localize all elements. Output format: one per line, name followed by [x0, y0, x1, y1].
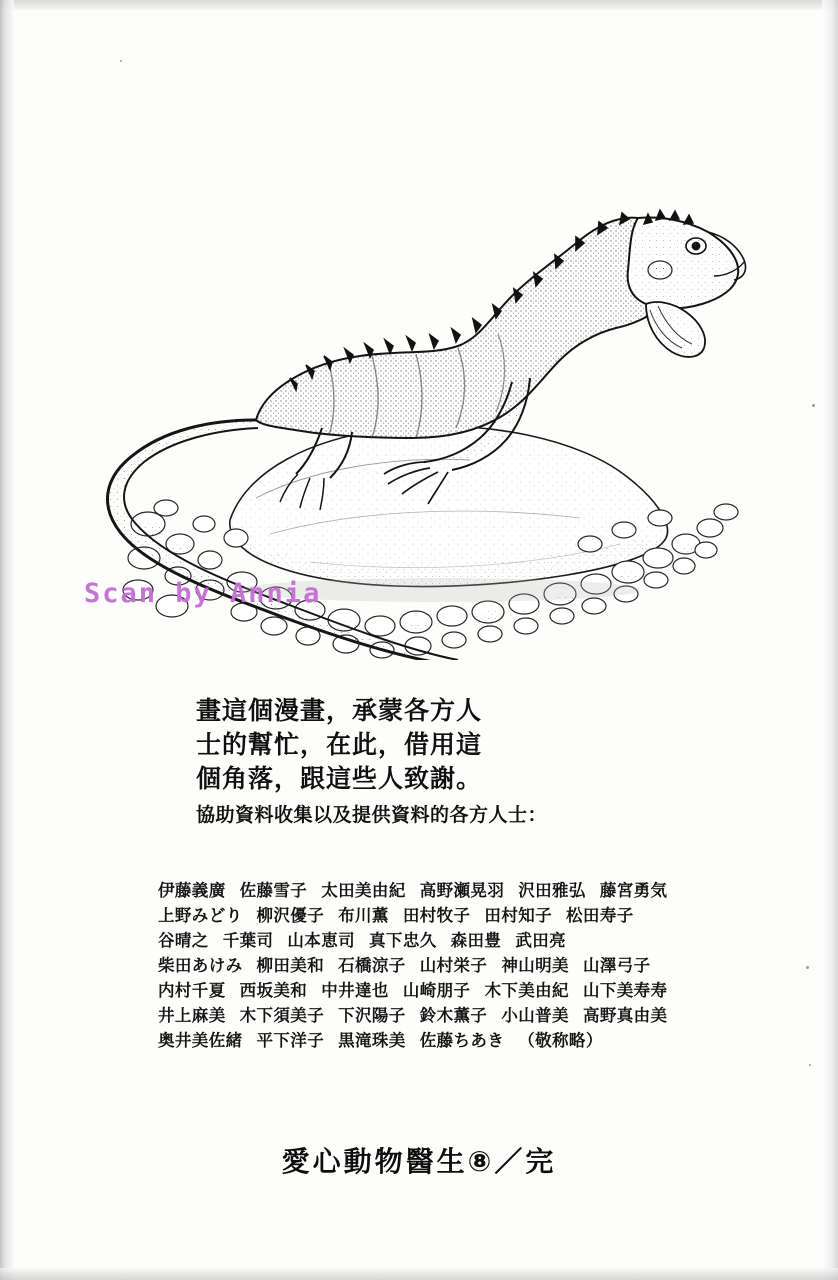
scan-edge-bottom — [0, 1268, 838, 1280]
credit-name: 神山明美 — [501, 956, 569, 975]
credit-name: 太田美由紀 — [321, 881, 406, 900]
colophon — [0, 1140, 838, 1180]
credit-name: 山本恵司 — [287, 931, 356, 950]
credit-row — [158, 903, 738, 928]
scan-edge-right — [822, 0, 838, 1280]
credit-name: 布川薫 — [338, 906, 389, 925]
credit-name: 石橋涼子 — [338, 956, 406, 975]
credit-name: 中井達也 — [321, 981, 389, 1000]
credit-name: 鈴木薫子 — [419, 1006, 488, 1025]
scan-edge-left — [0, 0, 14, 1280]
credit-name: 西坂美和 — [239, 981, 308, 1000]
message-line: 士的幫忙，在此，借用這 — [196, 730, 483, 759]
credit-name: 谷晴之 — [158, 931, 209, 950]
credit-row — [158, 1003, 738, 1028]
credit-name: 山村栄子 — [419, 956, 488, 975]
credit-row — [158, 1028, 738, 1053]
credit-name: 山下美寿寿 — [582, 981, 668, 1000]
credit-row — [158, 953, 738, 978]
iguana-head — [628, 210, 746, 357]
credit-name: 木下美由紀 — [484, 981, 569, 1000]
thank-you-message — [196, 694, 656, 828]
scan-speck — [809, 1064, 811, 1066]
credit-name: 佐藤雪子 — [239, 881, 308, 900]
credit-name: 真下忠久 — [369, 931, 437, 950]
credit-name: 小山普美 — [501, 1006, 569, 1025]
credit-name: 井上麻美 — [158, 1006, 226, 1025]
credit-name: 藤宮勇気 — [599, 881, 668, 900]
credit-name: 高野真由美 — [582, 1006, 668, 1025]
credit-row — [158, 978, 738, 1003]
credits-list — [158, 878, 738, 1053]
scan-watermark: Scan by Annia — [84, 578, 322, 609]
credit-name: 田村知子 — [484, 906, 553, 925]
credit-honorific-note: （敬称略） — [518, 1031, 603, 1050]
credit-name: 上野みどり — [158, 906, 243, 925]
message-line: 個角落，跟這些人致謝。 — [196, 764, 483, 793]
credit-name: 千葉司 — [222, 931, 274, 950]
credit-name: 柳田美和 — [256, 956, 325, 975]
credit-name: 黒滝珠美 — [338, 1031, 406, 1050]
credit-name: 山澤弓子 — [582, 956, 651, 975]
message-subtitle: 協助資料收集以及提供資料的各方人士： — [196, 804, 548, 826]
credit-name: 内村千夏 — [158, 981, 226, 1000]
credit-name: 下沢陽子 — [338, 1006, 406, 1025]
scan-speck — [120, 60, 122, 62]
credit-name: 高野瀬晃羽 — [419, 881, 505, 900]
credit-name: 木下須美子 — [239, 1006, 325, 1025]
credit-name: 沢田雅弘 — [518, 881, 586, 900]
volume-end-title: 愛心動物醫生⑧／完 — [281, 1145, 557, 1178]
scan-speck — [812, 404, 815, 407]
credit-name: 武田亮 — [515, 931, 567, 950]
credit-name: 奥井美佐緒 — [158, 1031, 243, 1050]
credit-row — [158, 878, 738, 903]
credit-name: 伊藤義廣 — [158, 881, 226, 900]
credit-name: 山崎朋子 — [402, 981, 471, 1000]
credit-name: 柴田あけみ — [158, 956, 243, 975]
scan-edge-top — [0, 0, 838, 10]
credit-name: 田村牧子 — [402, 906, 471, 925]
credit-name: 松田寿子 — [566, 906, 634, 925]
message-line: 畫這個漫畫，承蒙各方人 — [196, 696, 483, 725]
scan-speck — [806, 966, 809, 969]
credit-name: 森田豊 — [450, 931, 502, 950]
credit-name: 平下洋子 — [256, 1031, 325, 1050]
credit-row — [158, 928, 738, 953]
credit-name: 柳沢優子 — [256, 906, 325, 925]
credit-name: 佐藤ちあき — [419, 1031, 505, 1050]
